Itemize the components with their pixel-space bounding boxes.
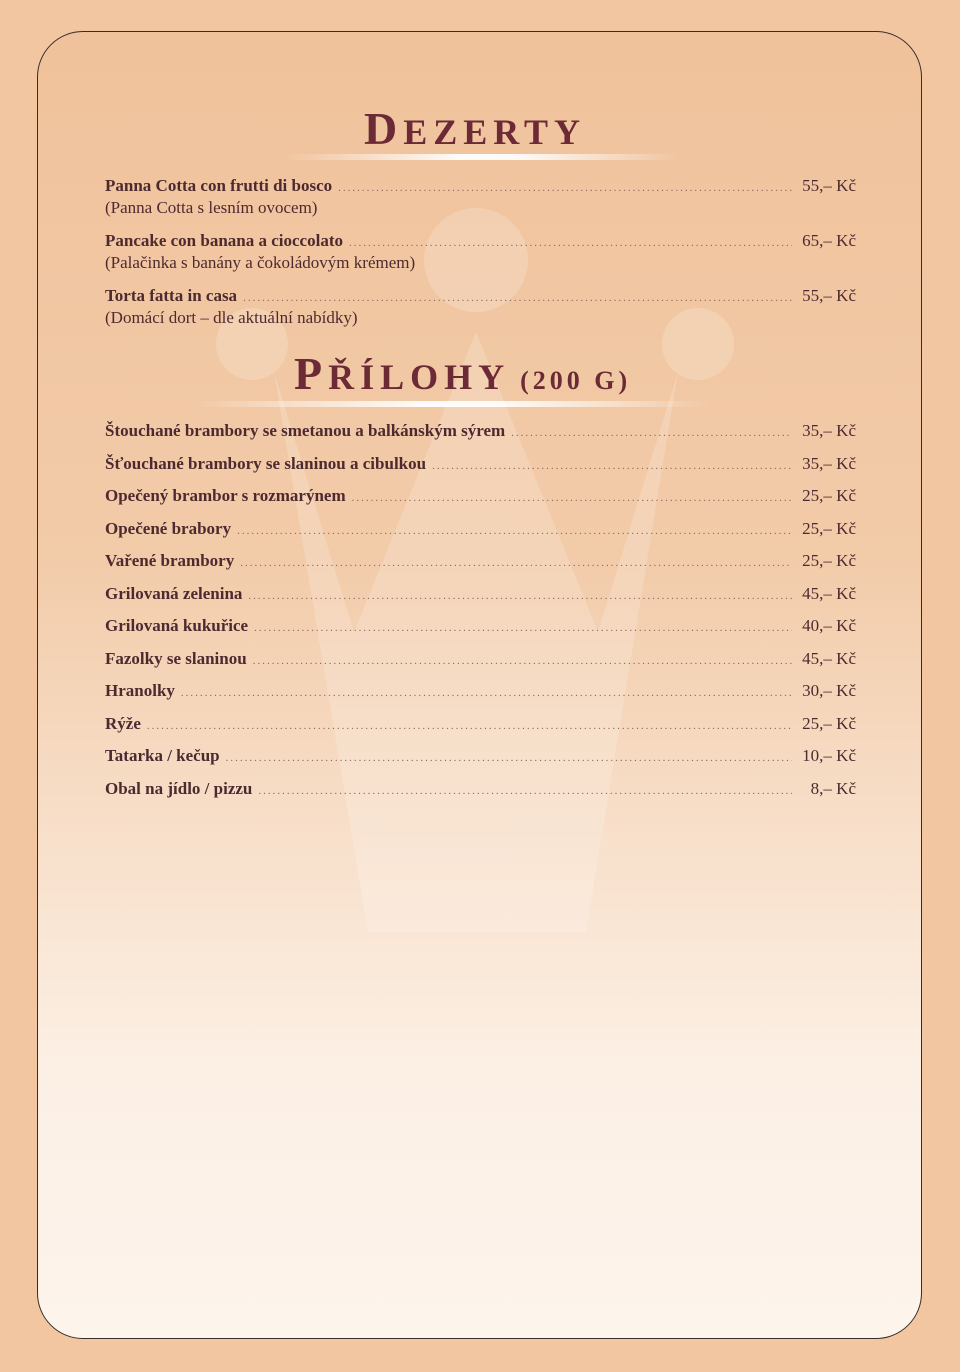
- side-item: [105, 680, 856, 702]
- leader-dots: [253, 650, 792, 672]
- item-name: Grilovaná kukuřice: [105, 616, 249, 635]
- leader-dots: [226, 747, 792, 769]
- desserts-divider: [284, 154, 680, 160]
- item-name: Panna Cotta con frutti di bosco: [105, 176, 333, 195]
- dessert-item: [105, 230, 856, 274]
- item-price: 10,– Kč: [802, 746, 856, 765]
- item-price: 25,– Kč: [802, 486, 856, 505]
- item-price: 35,– Kč: [802, 421, 856, 440]
- item-price: 45,– Kč: [802, 649, 856, 668]
- item-price: 45,– Kč: [802, 584, 856, 603]
- item-price: 55,– Kč: [802, 286, 856, 305]
- leader-dots: [338, 177, 792, 199]
- item-price: 35,– Kč: [802, 454, 856, 473]
- sides-portion-label: (200 G): [520, 366, 632, 395]
- dessert-item: [105, 285, 856, 329]
- item-price: 65,– Kč: [802, 231, 856, 250]
- leader-dots: [352, 487, 792, 509]
- side-item: [105, 453, 856, 475]
- side-item: [105, 485, 856, 507]
- desserts-heading: DEZERTY: [364, 103, 587, 154]
- item-price: 55,– Kč: [802, 176, 856, 195]
- item-name: Obal na jídlo / pizzu: [105, 779, 253, 798]
- item-name: Hranolky: [105, 681, 175, 700]
- side-item: [105, 745, 856, 767]
- leader-dots: [181, 682, 792, 704]
- item-description: (Panna Cotta s lesním ovocem): [105, 198, 318, 217]
- item-price: 25,– Kč: [802, 551, 856, 570]
- side-item: [105, 518, 856, 540]
- leader-dots: [243, 287, 792, 309]
- side-item: [105, 420, 856, 442]
- item-price: 8,– Kč: [810, 779, 856, 798]
- item-name: Tatarka / kečup: [105, 746, 220, 765]
- dessert-item: [105, 175, 856, 219]
- side-item: [105, 778, 856, 800]
- leader-dots: [240, 552, 792, 574]
- side-item: [105, 713, 856, 735]
- leader-dots: [349, 232, 792, 254]
- leader-dots: [248, 585, 792, 607]
- side-item: [105, 615, 856, 637]
- item-price: 30,– Kč: [802, 681, 856, 700]
- item-price: 25,– Kč: [802, 714, 856, 733]
- leader-dots: [511, 422, 792, 444]
- item-price: 25,– Kč: [802, 519, 856, 538]
- item-name: Šťouchané brambory se slaninou a cibulkou: [105, 454, 427, 473]
- sides-heading: PŘÍLOHY (200 G): [294, 348, 632, 399]
- leader-dots: [254, 617, 792, 639]
- item-name: Opečené brabory: [105, 519, 232, 538]
- item-name: Fazolky se slaninou: [105, 649, 247, 668]
- item-name: Rýže: [105, 714, 141, 733]
- item-description: (Domácí dort – dle aktuální nabídky): [105, 308, 358, 327]
- item-name: Torta fatta in casa: [105, 286, 238, 305]
- item-name: Pancake con banana a cioccolato: [105, 231, 343, 250]
- side-item: [105, 583, 856, 605]
- leader-dots: [147, 715, 792, 737]
- sides-divider: [190, 401, 710, 407]
- item-name: Grilovaná zelenina: [105, 584, 243, 603]
- leader-dots: [432, 455, 792, 477]
- item-name: Štouchané brambory se smetanou a balkánským sýrem: [105, 421, 506, 440]
- leader-dots: [237, 520, 792, 542]
- side-item: [105, 648, 856, 670]
- item-price: 40,– Kč: [802, 616, 856, 635]
- item-name: Opečený brambor s rozmarýnem: [105, 486, 346, 505]
- item-name: Vařené brambory: [105, 551, 235, 570]
- item-description: (Palačinka s banány a čokoládovým krémem): [105, 253, 416, 272]
- leader-dots: [258, 780, 792, 802]
- side-item: [105, 550, 856, 572]
